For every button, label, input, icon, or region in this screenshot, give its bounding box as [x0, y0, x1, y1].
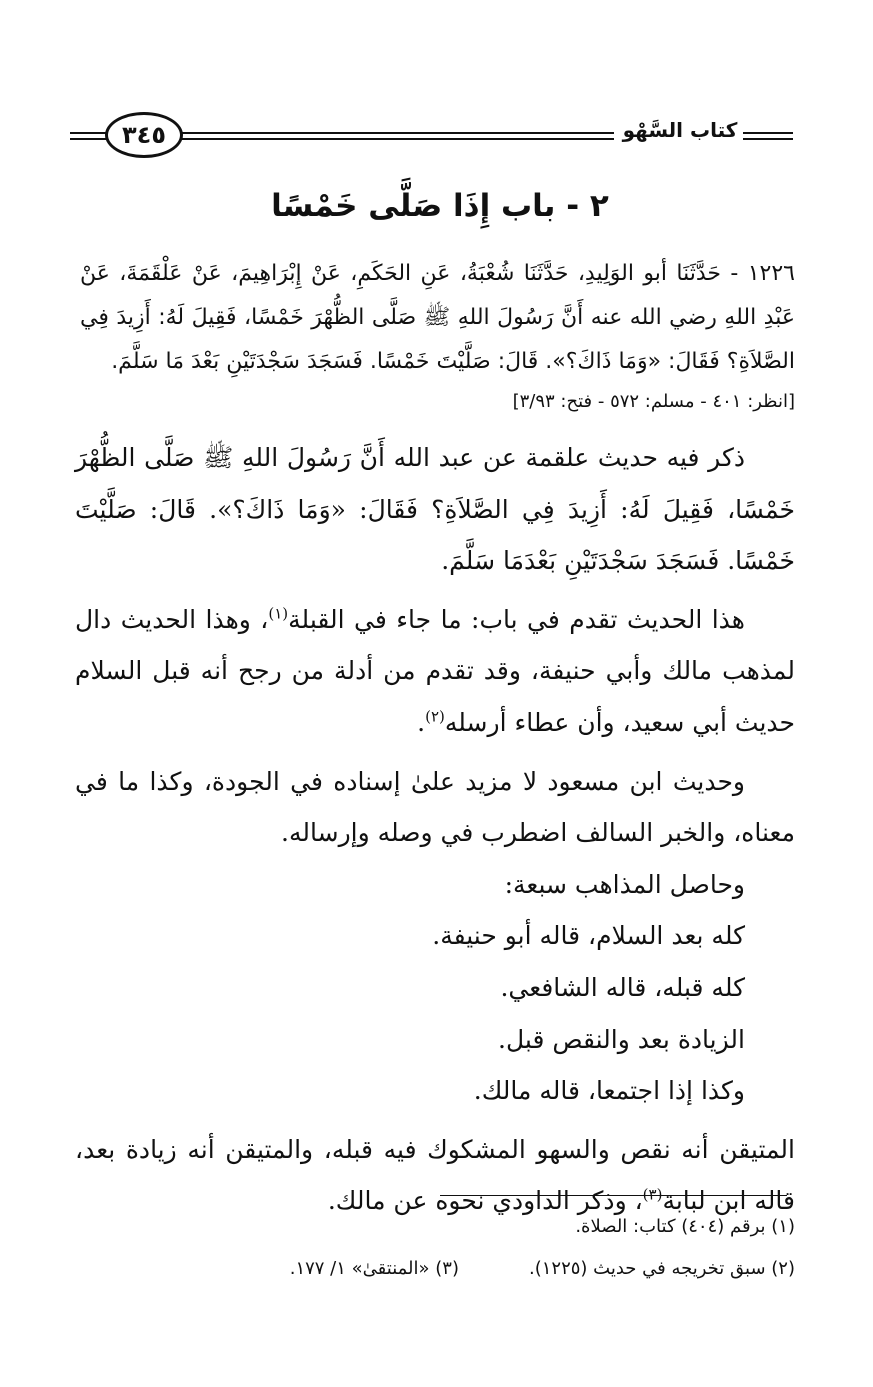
paragraph-2-text-c: .: [417, 707, 426, 737]
header-rule-right: [743, 132, 793, 140]
paragraph-8: وكذا إذا اجتمعا، قاله مالك.: [473, 1076, 745, 1106]
header-rule-middle: [182, 132, 614, 140]
header-rule-left: [70, 132, 106, 140]
commentary-body: [75, 432, 795, 1227]
paragraph-5: كله بعد السلام، قاله أبو حنيفة.: [432, 921, 745, 951]
page-header: [0, 108, 873, 164]
paragraph-4: وحاصل المذاهب سبعة:: [504, 869, 745, 899]
footnote-marker-3: (٣): [642, 1185, 663, 1204]
paragraph-2-text-a: هذا الحديث تقدم في باب: ما جاء في القبلة: [288, 604, 745, 634]
footnote-2: (٢) سبق تخريجه في حديث (١٢٢٥).: [528, 1258, 795, 1279]
footnote-marker-2: (٢): [425, 707, 445, 726]
paragraph-7: الزيادة بعد والنقص قبل.: [498, 1024, 745, 1054]
footnotes: [130, 1206, 795, 1290]
footnote-3: (٣) «المنتقىٰ» ١/ ١٧٧.: [289, 1258, 459, 1279]
footnote-row-1: [130, 1206, 795, 1248]
paragraph-2: [75, 594, 795, 749]
hadith-reference: [انظر: ٤٠١ - مسلم: ٥٧٢ - فتح: ٣/٩٣]: [512, 391, 795, 412]
chapter-title: ٢ - باب إِذَا صَلَّى خَمْسًا: [271, 188, 609, 224]
footnote-1: (١) برقم (٤٠٤) كتاب: الصلاة.: [575, 1216, 795, 1237]
paragraph-2-text-b: ، وهذا الحديث دال لمذهب مالك وأبي حنيفة، وقد تقدم من أدلة من رجح أنه قبل السلام حديث أبي سعيد، وأن عطاء أرسله: [75, 604, 795, 737]
hadith-text: ١٢٢٦ - حَدَّثَنَا أبو الوَلِيدِ، حَدَّثَنَا شُعْبَةُ، عَنِ الحَكَمِ، عَنْ إِبْرَاهِيمَ، عَنْ عَلْقَمَةَ، عَنْ عَبْدِ اللهِ رضي الله عنه أَنَّ رَسُولَ اللهِ ﷺ صَلَّى الظُّهْرَ خَمْسًا، فَقِيلَ لَهُ: أَزِيدَ فِي الصَّلاَةِ؟ فَقَالَ: «وَمَا ذَاكَ؟». قَالَ: صَلَّيْتَ خَمْسًا. فَسَجَدَ سَجْدَتَيْنِ بَعْدَ مَا سَلَّمَ.: [80, 261, 795, 374]
footnote-separator: [440, 1195, 787, 1196]
paragraph-1: ذكر فيه حديث علقمة عن عبد الله أَنَّ رَسُولَ اللهِ ﷺ صَلَّى الظُّهْرَ خَمْسًا، فَقِيلَ لَهُ: أَزِيدَ فِي الصَّلاَةِ؟ فَقَالَ: «وَمَا ذَاكَ؟». قَالَ: صَلَّيْتَ خَمْسًا. فَسَجَدَ سَجْدَتَيْنِ بَعْدَمَا سَلَّمَ.: [75, 443, 795, 576]
footnote-row-2: [130, 1248, 795, 1290]
paragraph-6: كله قبله، قاله الشافعي.: [500, 972, 745, 1002]
paragraph-9-text-a: المتيقن أنه نقص والسهو المشكوك فيه قبله، والمتيقن أنه زيادة بعد، قاله ابن لبابة: [75, 1134, 795, 1216]
footnote-marker-1: (١): [268, 604, 289, 623]
page-number: ٣٤٥: [105, 112, 183, 158]
paragraph-3: وحديث ابن مسعود لا مزيد علىٰ إسناده في الجودة، وكذا ما في معناه، والخبر السالف اضطرب في وصله وإرساله.: [75, 766, 795, 848]
book-title: كتاب السَّهْو: [622, 118, 738, 142]
paragraph-9-text-b: ، وذكر الداودي نحوه عن مالك.: [327, 1186, 643, 1216]
